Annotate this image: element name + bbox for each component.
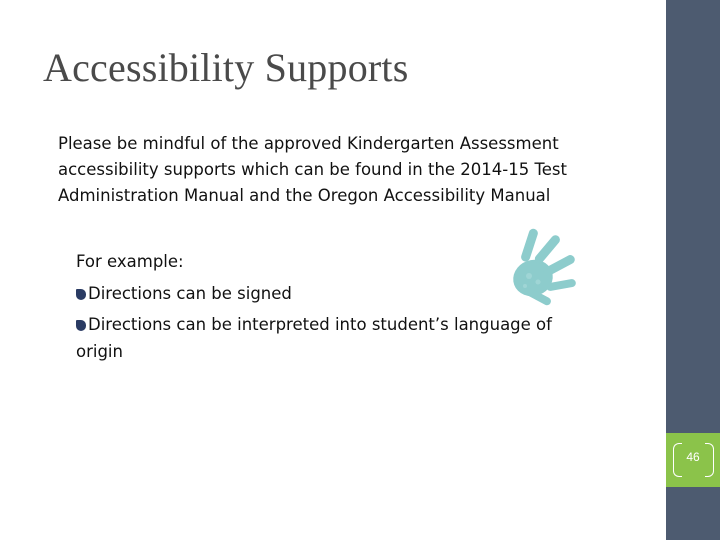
slide-title: Accessibility Supports (43, 45, 409, 90)
bullet-icon (76, 289, 86, 300)
handprint-icon (505, 226, 597, 308)
intro-line: accessibility supports which can be found in the 2014-15 Test (58, 160, 567, 179)
bullet-text: Directions can be interpreted into student’s language of (88, 315, 552, 334)
bullet-continuation: origin (76, 342, 123, 361)
intro-paragraph (58, 131, 628, 209)
bracket-right-icon (705, 443, 714, 477)
bullet-icon (76, 320, 86, 331)
intro-line: Administration Manual and the Oregon Accessibility Manual (58, 186, 551, 205)
bullet-text: Directions can be signed (88, 284, 292, 303)
page-number: 46 (686, 450, 700, 464)
intro-line: Please be mindful of the approved Kindergarten Assessment (58, 134, 559, 153)
examples-heading: For example: (76, 252, 184, 271)
bullet-item (76, 310, 636, 340)
